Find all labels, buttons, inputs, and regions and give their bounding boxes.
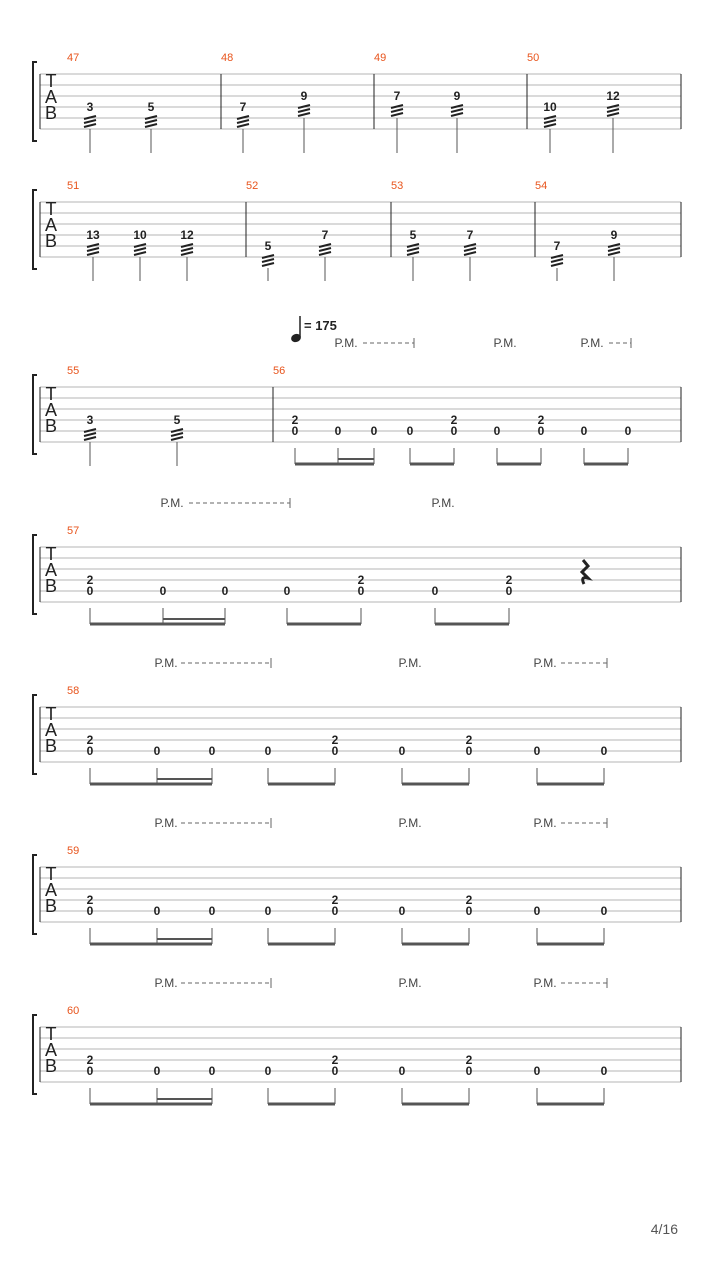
tab-clef-letter: B [44, 736, 58, 756]
tremolo-slash [451, 113, 463, 116]
fret-number: 0 [493, 424, 501, 438]
tab-clef-letter: B [44, 231, 58, 251]
fret-number: 0 [600, 744, 608, 758]
tremolo-slash [391, 113, 403, 116]
fret-number: 0 [370, 424, 378, 438]
palm-mute-label: P.M. [154, 816, 178, 830]
fret-number: 2 [465, 733, 473, 747]
tab-clef-letter: B [44, 416, 58, 436]
fret-number: 0 [208, 744, 216, 758]
fret-number: 0 [153, 904, 161, 918]
page-number: 4/16 [650, 1221, 678, 1237]
fret-number: 2 [465, 1053, 473, 1067]
fret-number: 5 [409, 228, 417, 242]
system-bracket [33, 535, 37, 614]
measure-number: 59 [67, 845, 80, 857]
tab-clef-letter: B [44, 896, 58, 916]
fret-number: 13 [86, 228, 100, 242]
fret-number: 7 [466, 228, 474, 242]
palm-mute-label: P.M. [154, 976, 178, 990]
palm-mute-label: P.M. [431, 496, 455, 510]
palm-mute-label: P.M. [398, 656, 422, 670]
fret-number: 0 [264, 904, 272, 918]
fret-number: 0 [533, 904, 541, 918]
tremolo-slash [262, 263, 274, 266]
fret-number: 2 [86, 1053, 94, 1067]
palm-mute-label: P.M. [398, 816, 422, 830]
fret-number: 0 [465, 744, 473, 758]
tremolo-slash [544, 120, 556, 123]
tab-system [33, 338, 681, 466]
tab-clef-letter: B [44, 576, 58, 596]
tremolo-slash [551, 263, 563, 266]
measure-number: 56 [273, 365, 286, 377]
tremolo-slash [607, 113, 619, 116]
tremolo-slash [145, 124, 157, 127]
fret-number: 7 [553, 239, 561, 253]
fret-number: 0 [465, 904, 473, 918]
fret-number: 2 [291, 413, 299, 427]
fret-number: 0 [398, 904, 406, 918]
tremolo-slash [84, 433, 96, 436]
palm-mute-label: P.M. [154, 656, 178, 670]
tab-clef-letter: A [44, 215, 58, 235]
tab-clef-letter: A [44, 87, 58, 107]
palm-mute-label: P.M. [533, 656, 557, 670]
fret-number: 0 [153, 1064, 161, 1078]
fret-number: 0 [291, 424, 299, 438]
tremolo-slash [319, 252, 331, 255]
tremolo-slash [171, 437, 183, 440]
fret-number: 2 [331, 1053, 339, 1067]
measure-number: 47 [67, 52, 80, 64]
fret-number: 0 [208, 1064, 216, 1078]
fret-number: 0 [331, 744, 339, 758]
measure-number: 50 [527, 52, 540, 64]
measure-number: 52 [246, 180, 259, 192]
system-bracket [33, 62, 37, 141]
fret-number: 2 [465, 893, 473, 907]
tab-clef-letter: A [44, 880, 58, 900]
fret-number: 2 [86, 893, 94, 907]
fret-number: 0 [624, 424, 632, 438]
tab-clef-letter: T [45, 1024, 57, 1044]
fret-number: 0 [86, 584, 94, 598]
system-bracket [33, 375, 37, 454]
measure-number: 49 [374, 52, 387, 64]
tab-system [33, 498, 681, 624]
measure-number: 53 [391, 180, 404, 192]
palm-mute-label: P.M. [398, 976, 422, 990]
fret-number: 3 [86, 100, 94, 114]
tremolo-slash [87, 248, 99, 251]
tab-clef-letter: T [45, 199, 57, 219]
fret-number: 0 [264, 744, 272, 758]
fret-number: 2 [505, 573, 513, 587]
fret-number: 9 [453, 89, 461, 103]
measure-number: 57 [67, 525, 80, 537]
tremolo-slash [407, 248, 419, 251]
fret-number: 2 [86, 733, 94, 747]
fret-number: 2 [331, 893, 339, 907]
fret-number: 0 [465, 1064, 473, 1078]
fret-number: 0 [86, 904, 94, 918]
fret-number: 12 [606, 89, 620, 103]
tab-system [33, 62, 681, 153]
tab-clef-letter: A [44, 560, 58, 580]
fret-number: 2 [331, 733, 339, 747]
tremolo-slash [262, 259, 274, 262]
tremolo-slash [451, 109, 463, 112]
fret-number: 0 [406, 424, 414, 438]
fret-number: 0 [505, 584, 513, 598]
fret-number: 5 [147, 100, 155, 114]
tremolo-slash [607, 109, 619, 112]
tremolo-slash [608, 252, 620, 255]
fret-number: 0 [331, 1064, 339, 1078]
palm-mute-label: P.M. [533, 816, 557, 830]
fret-number: 0 [331, 904, 339, 918]
fret-number: 10 [543, 100, 557, 114]
measure-number: 48 [221, 52, 234, 64]
system-bracket [33, 855, 37, 934]
tremolo-slash [544, 124, 556, 127]
fret-number: 5 [173, 413, 181, 427]
fret-number: 2 [537, 413, 545, 427]
tab-clef-letter: T [45, 704, 57, 724]
tab-system [33, 978, 681, 1104]
fret-number: 7 [239, 100, 247, 114]
measure-number: 58 [67, 685, 80, 697]
fret-number: 7 [321, 228, 329, 242]
fret-number: 0 [159, 584, 167, 598]
tab-clef-letter: T [45, 544, 57, 564]
palm-mute-label: P.M. [533, 976, 557, 990]
measure-number: 55 [67, 365, 80, 377]
fret-number: 7 [393, 89, 401, 103]
tab-system [33, 190, 681, 281]
tremolo-slash [237, 124, 249, 127]
tab-clef-letter: A [44, 1040, 58, 1060]
tremolo-slash [181, 252, 193, 255]
fret-number: 0 [398, 744, 406, 758]
tremolo-slash [237, 120, 249, 123]
tremolo-slash [84, 120, 96, 123]
fret-number: 3 [86, 413, 94, 427]
fret-number: 0 [86, 744, 94, 758]
measure-number: 51 [67, 180, 80, 192]
tremolo-slash [84, 124, 96, 127]
tremolo-slash [134, 252, 146, 255]
tab-clef-letter: A [44, 400, 58, 420]
tremolo-slash [298, 109, 310, 112]
tremolo-slash [134, 248, 146, 251]
tab-clef-letter: B [44, 1056, 58, 1076]
fret-number: 2 [450, 413, 458, 427]
fret-number: 10 [133, 228, 147, 242]
tremolo-slash [145, 120, 157, 123]
fret-number: 0 [86, 1064, 94, 1078]
tab-system [33, 658, 681, 784]
system-bracket [33, 190, 37, 269]
tremolo-slash [551, 259, 563, 262]
tremolo-slash [181, 248, 193, 251]
system-bracket [33, 1015, 37, 1094]
tremolo-slash [319, 248, 331, 251]
fret-number: 9 [300, 89, 308, 103]
palm-mute-label: P.M. [160, 496, 184, 510]
fret-number: 0 [600, 904, 608, 918]
tremolo-slash [298, 113, 310, 116]
fret-number: 0 [283, 584, 291, 598]
palm-mute-label: P.M. [580, 336, 604, 350]
tab-clef-letter: T [45, 71, 57, 91]
tremolo-slash [171, 433, 183, 436]
tab-clef-letter: T [45, 864, 57, 884]
measure-number: 60 [67, 1005, 80, 1017]
fret-number: 2 [357, 573, 365, 587]
fret-number: 0 [208, 904, 216, 918]
measure-number: 54 [535, 180, 548, 192]
tremolo-slash [391, 109, 403, 112]
fret-number: 9 [610, 228, 618, 242]
palm-mute-label: P.M. [334, 336, 358, 350]
tremolo-slash [407, 252, 419, 255]
fret-number: 0 [221, 584, 229, 598]
fret-number: 0 [580, 424, 588, 438]
fret-number: 0 [264, 1064, 272, 1078]
fret-number: 0 [533, 1064, 541, 1078]
tremolo-slash [84, 437, 96, 440]
tremolo-slash [464, 252, 476, 255]
fret-number: 0 [153, 744, 161, 758]
fret-number: 5 [264, 239, 272, 253]
fret-number: 0 [334, 424, 342, 438]
palm-mute-label: P.M. [493, 336, 517, 350]
fret-number: 0 [450, 424, 458, 438]
system-bracket [33, 695, 37, 774]
tremolo-slash [87, 252, 99, 255]
fret-number: 0 [357, 584, 365, 598]
tab-clef-letter: B [44, 103, 58, 123]
tab-clef-letter: T [45, 384, 57, 404]
tremolo-slash [608, 248, 620, 251]
tab-system [33, 818, 681, 944]
tremolo-slash [464, 248, 476, 251]
fret-number: 2 [86, 573, 94, 587]
fret-number: 0 [533, 744, 541, 758]
tab-clef-letter: A [44, 720, 58, 740]
fret-number: 0 [398, 1064, 406, 1078]
fret-number: 0 [600, 1064, 608, 1078]
tempo-marking: = 175 [304, 318, 337, 333]
fret-number: 0 [431, 584, 439, 598]
fret-number: 0 [537, 424, 545, 438]
fret-number: 12 [180, 228, 194, 242]
